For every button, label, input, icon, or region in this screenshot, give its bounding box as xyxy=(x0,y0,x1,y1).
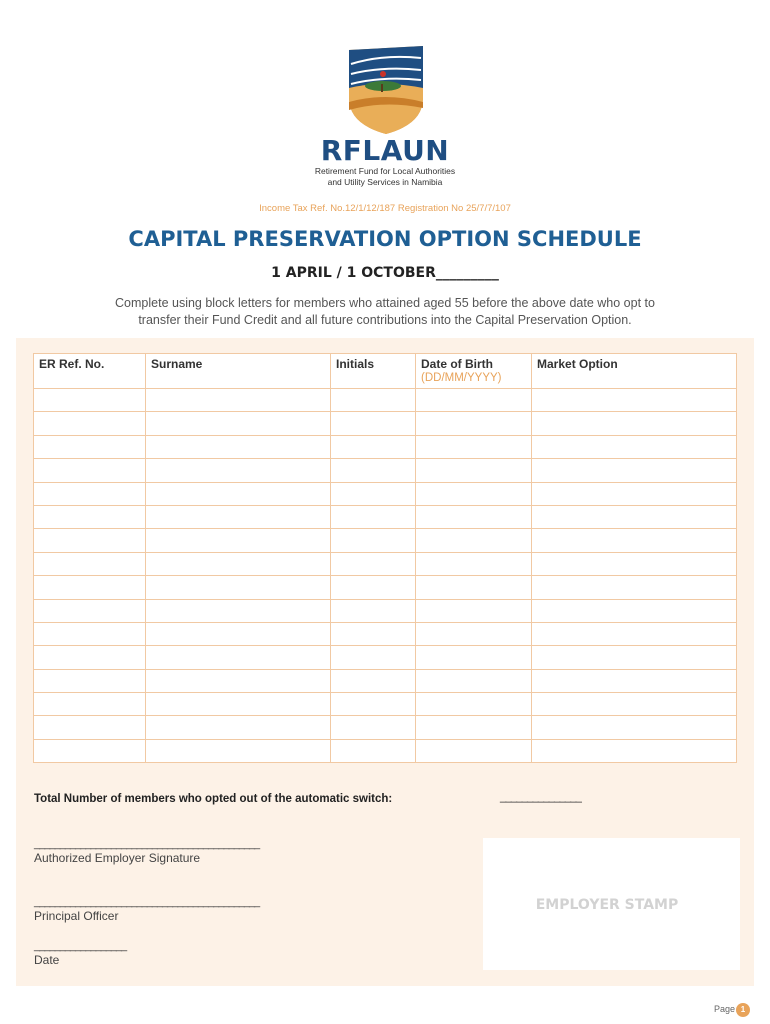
table-cell[interactable] xyxy=(146,599,331,622)
table-cell[interactable] xyxy=(34,576,146,599)
table-cell[interactable] xyxy=(331,716,416,739)
table-cell[interactable] xyxy=(34,459,146,482)
table-row xyxy=(34,529,737,552)
column-header-er-ref xyxy=(34,354,146,389)
page-label: Page xyxy=(714,1004,736,1014)
table-cell[interactable] xyxy=(532,669,737,692)
instructions-line2: transfer their Fund Credit and all future contributions into the Capital Preservation Option. xyxy=(138,313,632,327)
table-row xyxy=(34,389,737,412)
table-cell[interactable] xyxy=(416,693,532,716)
table-row xyxy=(34,552,737,575)
table-cell[interactable] xyxy=(331,739,416,762)
table-cell[interactable] xyxy=(146,552,331,575)
table-row xyxy=(34,739,737,762)
date-label: Date xyxy=(34,953,60,967)
date-line[interactable]: __________________ xyxy=(34,940,127,952)
column-label: Initials xyxy=(336,357,375,371)
table-cell[interactable] xyxy=(34,646,146,669)
table-cell[interactable] xyxy=(146,435,331,458)
table-cell[interactable] xyxy=(416,529,532,552)
table-cell[interactable] xyxy=(532,552,737,575)
table-cell[interactable] xyxy=(34,716,146,739)
table-cell[interactable] xyxy=(416,435,532,458)
table-cell[interactable] xyxy=(416,505,532,528)
table-cell[interactable] xyxy=(532,716,737,739)
table-row xyxy=(34,693,737,716)
total-label: Total Number of members who opted out of the automatic switch: xyxy=(34,793,393,805)
table-cell[interactable] xyxy=(532,646,737,669)
table-cell[interactable] xyxy=(146,716,331,739)
table-cell[interactable] xyxy=(34,622,146,645)
table-cell[interactable] xyxy=(146,482,331,505)
table-header-row xyxy=(34,354,737,389)
table-cell[interactable] xyxy=(331,459,416,482)
table-cell[interactable] xyxy=(34,739,146,762)
column-header-date-of-birth xyxy=(416,354,532,389)
table-cell[interactable] xyxy=(34,529,146,552)
table-cell[interactable] xyxy=(146,576,331,599)
column-sublabel: (DD/MM/YYYY) xyxy=(421,372,502,384)
table-cell[interactable] xyxy=(532,529,737,552)
table-cell[interactable] xyxy=(331,576,416,599)
brand-name: RFLAUN xyxy=(320,134,450,167)
table-cell[interactable] xyxy=(331,693,416,716)
table-cell[interactable] xyxy=(146,693,331,716)
page-number-badge: 1 xyxy=(736,1003,750,1017)
table-cell[interactable] xyxy=(34,435,146,458)
table-cell[interactable] xyxy=(416,739,532,762)
table-cell[interactable] xyxy=(34,599,146,622)
table-cell[interactable] xyxy=(416,646,532,669)
table-cell[interactable] xyxy=(331,552,416,575)
table-cell[interactable] xyxy=(532,505,737,528)
table-cell[interactable] xyxy=(416,389,532,412)
column-header-initials xyxy=(331,354,416,389)
instructions xyxy=(90,295,680,329)
table-cell[interactable] xyxy=(331,482,416,505)
table-cell[interactable] xyxy=(34,482,146,505)
table-cell[interactable] xyxy=(532,435,737,458)
rflaun-logo xyxy=(343,44,429,134)
table-cell[interactable] xyxy=(331,669,416,692)
total-input[interactable]: _______________ xyxy=(500,791,581,803)
table-cell[interactable] xyxy=(416,622,532,645)
table-cell[interactable] xyxy=(532,459,737,482)
employer-signature-label: Authorized Employer Signature xyxy=(34,851,201,865)
table-row xyxy=(34,412,737,435)
table-row xyxy=(34,716,737,739)
table-cell[interactable] xyxy=(532,412,737,435)
table-cell[interactable] xyxy=(34,389,146,412)
brand-subtitle xyxy=(0,166,770,188)
table-cell[interactable] xyxy=(146,739,331,762)
principal-officer-label: Principal Officer xyxy=(34,909,119,923)
brand-subtitle-line1: Retirement Fund for Local Authorities xyxy=(314,166,456,176)
table-cell[interactable] xyxy=(146,529,331,552)
employer-stamp-label: EMPLOYER STAMP xyxy=(535,897,679,913)
table-cell[interactable] xyxy=(416,412,532,435)
table-cell[interactable] xyxy=(34,552,146,575)
table-cell[interactable] xyxy=(331,529,416,552)
members-table xyxy=(33,353,737,763)
table-cell[interactable] xyxy=(34,505,146,528)
table-cell[interactable] xyxy=(146,505,331,528)
principal-officer-line[interactable]: ____________________________________________ xyxy=(34,896,260,908)
table-cell[interactable] xyxy=(416,716,532,739)
table-row xyxy=(34,435,737,458)
table-cell[interactable] xyxy=(34,412,146,435)
employer-signature-line[interactable]: ____________________________________________ xyxy=(34,838,260,850)
table-cell[interactable] xyxy=(331,412,416,435)
table-row xyxy=(34,646,737,669)
table-cell[interactable] xyxy=(331,622,416,645)
page-title: CAPITAL PRESERVATION OPTION SCHEDULE xyxy=(128,227,642,251)
employer-stamp-box[interactable] xyxy=(483,838,740,970)
table-row xyxy=(34,599,737,622)
table-row xyxy=(34,669,737,692)
table-row xyxy=(34,459,737,482)
table-row xyxy=(34,622,737,645)
table-cell[interactable] xyxy=(416,669,532,692)
table-cell[interactable] xyxy=(331,435,416,458)
table-cell[interactable] xyxy=(532,482,737,505)
instructions-line1: Complete using block letters for members who attained aged 55 before the above date who opt to xyxy=(115,296,655,310)
table-row xyxy=(34,576,737,599)
table-cell[interactable] xyxy=(416,482,532,505)
table-cell[interactable] xyxy=(331,505,416,528)
table-cell[interactable] xyxy=(34,669,146,692)
tax-reference: Income Tax Ref. No.12/1/12/187 Registration No 25/7/7/107 xyxy=(259,203,511,214)
table-body xyxy=(34,389,737,763)
table-cell[interactable] xyxy=(331,599,416,622)
table-row xyxy=(34,505,737,528)
table-cell[interactable] xyxy=(532,622,737,645)
table-row xyxy=(34,482,737,505)
column-label: ER Ref. No. xyxy=(39,357,105,371)
column-header-market-option xyxy=(532,354,737,389)
table-cell[interactable] xyxy=(146,389,331,412)
table-cell[interactable] xyxy=(532,739,737,762)
column-label: Surname xyxy=(151,357,203,371)
table-cell[interactable] xyxy=(532,576,737,599)
table-cell[interactable] xyxy=(34,693,146,716)
table-cell[interactable] xyxy=(146,622,331,645)
table-cell[interactable] xyxy=(532,693,737,716)
table-cell[interactable] xyxy=(331,646,416,669)
table-cell[interactable] xyxy=(146,646,331,669)
table-cell[interactable] xyxy=(416,459,532,482)
table-cell[interactable] xyxy=(532,389,737,412)
brand-subtitle-line2: and Utility Services in Namibia xyxy=(327,177,443,187)
column-header-surname xyxy=(146,354,331,389)
table-cell[interactable] xyxy=(146,459,331,482)
table-cell[interactable] xyxy=(331,389,416,412)
table-cell[interactable] xyxy=(416,599,532,622)
table-cell[interactable] xyxy=(146,669,331,692)
column-label: Date of Birth xyxy=(421,357,493,371)
table-cell[interactable] xyxy=(416,576,532,599)
table-cell[interactable] xyxy=(146,412,331,435)
table-cell[interactable] xyxy=(532,599,737,622)
table-cell[interactable] xyxy=(416,552,532,575)
column-label: Market Option xyxy=(537,357,618,371)
period-field[interactable]: 1 APRIL / 1 OCTOBER_________ xyxy=(271,265,499,281)
